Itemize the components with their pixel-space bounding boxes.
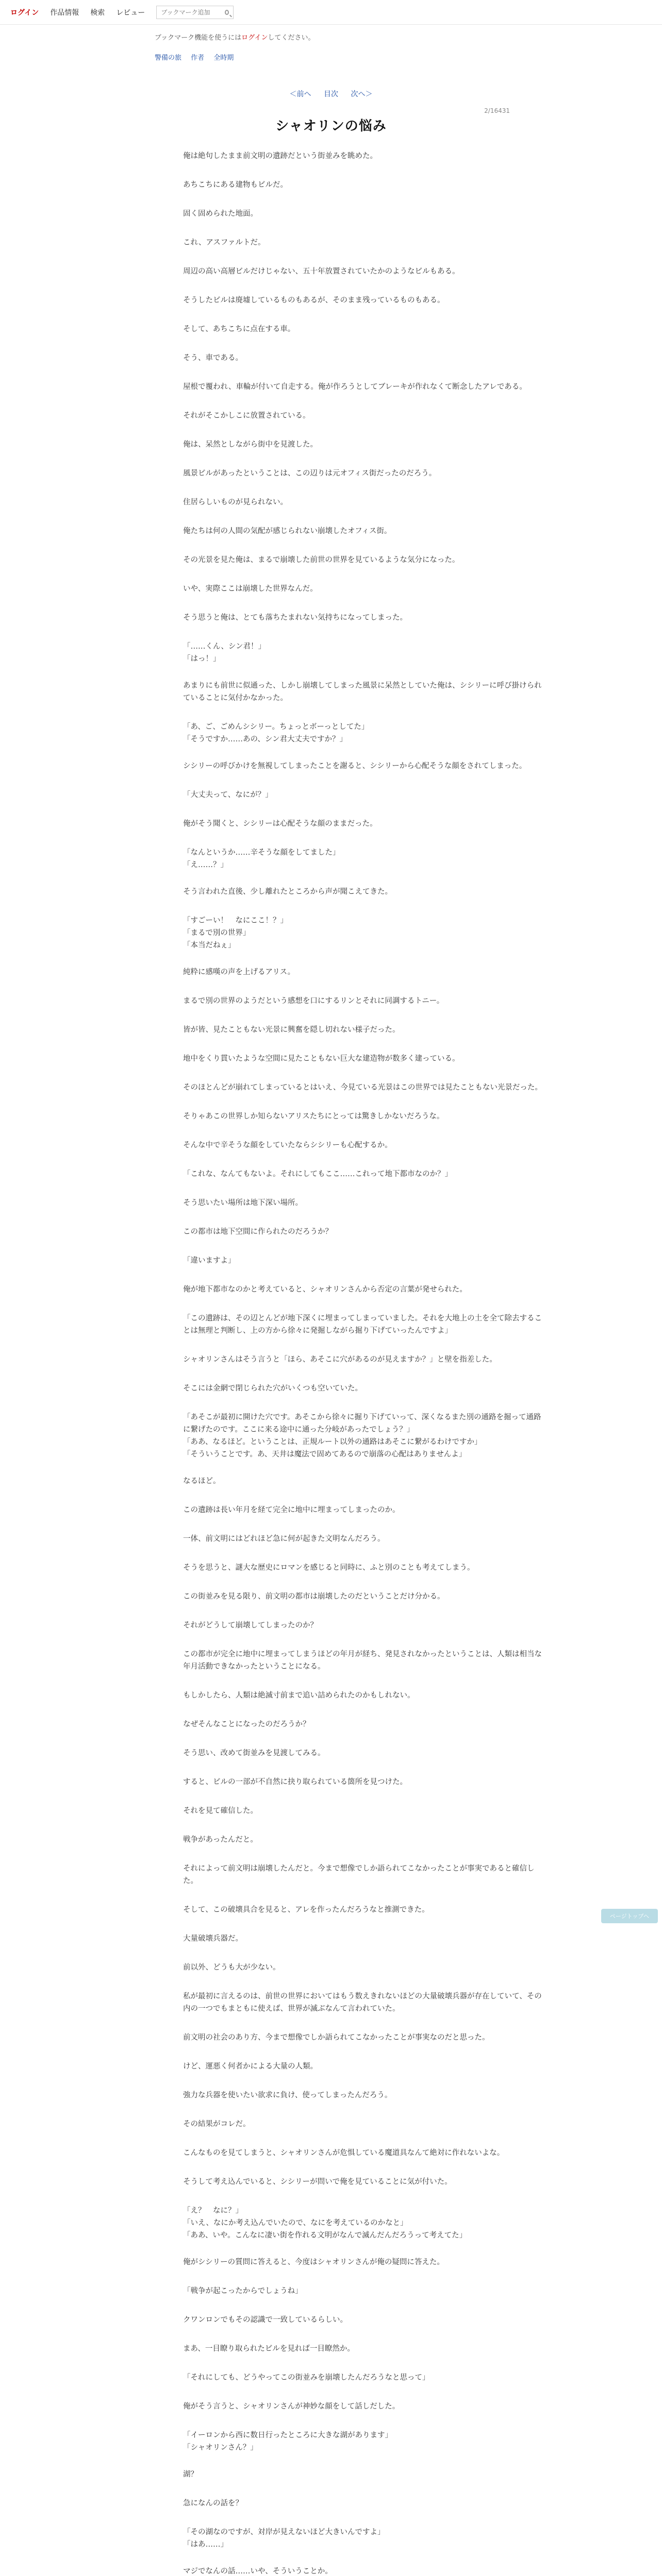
novel-paragraph: 純粋に感嘆の声を上げるアリス。 bbox=[183, 968, 295, 976]
breadcrumb bbox=[0, 42, 662, 62]
novel-paragraph: あまりにも前世に似通った、しかし崩壊してしまった風景に呆然としていた俺は、シシリーに呼び掛けられていることに気付かなかった。 bbox=[183, 682, 542, 702]
login-notice bbox=[0, 25, 662, 42]
novel-paragraph: この街並みを見る限り、前文明の都市は崩壊したのだということだけ分かる。 bbox=[183, 1592, 445, 1601]
novel-paragraph: それがそこかしこに放置されている。 bbox=[183, 412, 310, 420]
novel-paragraph: 屋根で覆われ、車輪が付いて自走する。俺が作ろうとしてブレーキが作れなくて断念したアレである。 bbox=[183, 383, 527, 391]
novel-body bbox=[183, 150, 544, 2576]
novel-paragraph: そりゃあこの世界しか知らないアリスたちにとっては驚きしかないだろうな。 bbox=[183, 1112, 444, 1121]
novel-paragraph: 「これな、なんてもないよ。それにしてもここ……これって地下都市なのか？」 bbox=[183, 1170, 452, 1178]
novel-paragraph: この都市が完全に地中に埋まってしまうほどの年月が経ち、発見されなかったということは、人類は相当な年月活動できなかったということになる。 bbox=[183, 1650, 542, 1671]
chapter-title: シャオリンの悩み bbox=[275, 118, 387, 134]
search-input[interactable] bbox=[161, 9, 223, 16]
novel-paragraph: 「大丈夫って、なにが？」 bbox=[183, 791, 273, 799]
novel-paragraph: 周辺の高い高層ビルだけじゃない、五十年放置されていたかのようなビルもある。 bbox=[183, 267, 460, 276]
novel-paragraph: あちこちにある建物もビルだ。 bbox=[183, 181, 288, 189]
novel-paragraph: そう思うと俺は、とても落ちたまれない気持ちになってしまった。 bbox=[183, 614, 407, 622]
novel-paragraph: クワンロンでもその認識で一致しているらしい。 bbox=[183, 2316, 347, 2324]
novel-paragraph: そう思いたい場所は地下深い場所。 bbox=[183, 1199, 303, 1207]
novel-paragraph: なるほど。 bbox=[183, 1477, 221, 1485]
novel-paragraph: 強力な兵器を使いたい欲求に負け、使ってしまったんだろう。 bbox=[183, 2091, 392, 2099]
novel-paragraph: シャオリンさんはそう言うと「ほら、あそこに穴があるのが見えますか？」と壁を指差した。 bbox=[183, 1355, 497, 1364]
novel-paragraph: そうして考え込んでいると、シシリーが問いで俺を見ていることに気が付いた。 bbox=[183, 2178, 452, 2186]
novel-paragraph: 固く固められた地面。 bbox=[183, 210, 258, 218]
page-top-button[interactable]: ページトップへ bbox=[601, 1909, 658, 1923]
novel-paragraph: シシリーの呼びかけを無視してしまったことを謝ると、シシリーから心配そうな顔をされてしまった。 bbox=[183, 762, 527, 770]
search-icon[interactable] bbox=[225, 10, 229, 15]
novel-paragraph: この遺跡は長い年月を経て完全に地中に埋まってしまったのか。 bbox=[183, 1506, 400, 1514]
novel-paragraph: すると、ビルの一部が不自然に抉り取られている箇所を見つけた。 bbox=[183, 1778, 407, 1786]
novel-paragraph: 風景ビルがあったということは、この辺りは元オフィス街だったのだろう。 bbox=[183, 469, 437, 478]
novel-paragraph: 「……くん、シン君！」 「はっ！」 bbox=[183, 642, 266, 663]
novel-paragraph: 地中をくり貫いたような空間に見たこともない巨大な建造物が数多く建っている。 bbox=[183, 1055, 460, 1063]
novel-paragraph: 俺がそう言うと、シャオリンさんが神妙な顔をして話しだした。 bbox=[183, 2402, 400, 2411]
novel-paragraph: この都市は地下空間に作られたのだろうか？ bbox=[183, 1228, 333, 1236]
chapter-number: 2/16431 bbox=[484, 107, 510, 114]
novel-paragraph: こんなものを見てしまうと、シャオリンさんが危惧している魔道具なんて絶対に作れないよな。 bbox=[183, 2149, 505, 2157]
novel-paragraph: そして、この破壊具合を見ると、アレを作ったんだろうなと推測できた。 bbox=[183, 1906, 429, 1914]
nav-link-works[interactable]: 作品情報 bbox=[50, 8, 79, 17]
top-navigation-bar bbox=[0, 0, 662, 25]
novel-paragraph: 皆が皆、見たこともない光景に興奮を隠し切れない様子だった。 bbox=[183, 1026, 400, 1034]
novel-paragraph: 「その湖なのですが、対岸が見えないほど大きいんですよ」 「はあ……」 bbox=[183, 2528, 385, 2549]
novel-paragraph: そうしたビルは廃墟しているものもあるが、そのまま残っているものもある。 bbox=[183, 296, 445, 304]
novel-paragraph: いや、実際ここは崩壊した世界なんだ。 bbox=[183, 585, 318, 593]
novel-paragraph: そう言われた直後、少し離れたところから声が聞こえてきた。 bbox=[183, 888, 392, 896]
novel-paragraph: その光景を見た俺は、まるで崩壊した前世の世界を見ているような気分になった。 bbox=[183, 556, 460, 564]
novel-paragraph: 俺たちは何の人間の気配が感じられない崩壊したオフィス街。 bbox=[183, 527, 392, 535]
novel-paragraph: 「違いますよ」 bbox=[183, 1257, 236, 1265]
novel-paragraph: 俺は、呆然としながら街中を見渡した。 bbox=[183, 440, 318, 449]
novel-paragraph: 一体、前文明にはどれほど急に何が起きた文明なんだろう。 bbox=[183, 1535, 385, 1543]
novel-paragraph: 俺がそう聞くと、シシリーは心配そうな顔のままだった。 bbox=[183, 820, 377, 828]
novel-paragraph: そうを思うと、謎大な歴史にロマンを感じると同時に、ふと別のことも考えてしまう。 bbox=[183, 1564, 475, 1572]
novel-paragraph: そう、車である。 bbox=[183, 354, 243, 362]
novel-paragraph: 私が最初に言えるのは、前世の世界においてはもう数えきれないほどの大量破壊兵器が存在していて、その内の一つでもまともに使えば、世界が滅ぶなんて言われていた。 bbox=[183, 1992, 542, 2013]
novel-paragraph: 「この遺跡は、その辺とんどが地下深くに埋まってしまっていました。それを大地上の土を全て除去することは無理と判断し、上の方から徐々に発掘しながら掘り下げていったんですよ」 bbox=[183, 1314, 542, 1335]
novel-paragraph: 住居らしいものが見られない。 bbox=[183, 498, 288, 506]
novel-paragraph: そこには金網で閉じられた穴がいくつも空いていた。 bbox=[183, 1384, 362, 1393]
nav-link-review[interactable]: レビュー bbox=[116, 8, 145, 17]
novel-paragraph: 俺がシシリーの質問に答えると、今度はシャオリンさんが俺の疑問に答えた。 bbox=[183, 2258, 444, 2266]
chapter-navigation bbox=[0, 89, 662, 99]
notice-login-link[interactable]: ログイン bbox=[241, 34, 268, 42]
novel-paragraph: 「イーロンから西に数日行ったところに大きな湖があります」 「シャオリンさん？」 bbox=[183, 2431, 392, 2452]
novel-paragraph: まるで別の世界のようだという感想を口にするリンとそれに同調するトニー。 bbox=[183, 997, 444, 1005]
novel-paragraph: そして、あちこちに点在する車。 bbox=[183, 325, 295, 333]
notice-suffix: してください。 bbox=[268, 34, 315, 42]
novel-paragraph: 俺が地下都市なのかと考えていると、シャオリンさんから否定の言葉が発せられた。 bbox=[183, 1285, 467, 1294]
prev-chapter-link[interactable]: ＜前へ bbox=[289, 90, 311, 98]
novel-paragraph: その結果がコレだ。 bbox=[183, 2120, 251, 2128]
novel-paragraph: それを見て確信した。 bbox=[183, 1807, 258, 1815]
novel-paragraph: 「それにしても、どうやってこの街並みを崩壊したんだろうなと思って」 bbox=[183, 2374, 430, 2382]
toc-link[interactable]: 目次 bbox=[324, 90, 338, 98]
breadcrumb-author[interactable]: 作者 bbox=[191, 54, 205, 62]
novel-paragraph: 俺は絶句したまま前文明の遺跡だという街並みを眺めた。 bbox=[183, 152, 377, 160]
novel-paragraph: 前以外、どうも大が少ない。 bbox=[183, 1963, 280, 1972]
novel-paragraph: マジでなんの話……いや、そういうことか。 bbox=[183, 2567, 333, 2575]
novel-paragraph: 「あ、ご、ごめんシシリー。ちょっとボーっとしてた」 「そうですか……あの、シン君大丈夫ですか？」 bbox=[183, 723, 369, 743]
novel-paragraph: これ、アスファルトだ。 bbox=[183, 239, 266, 247]
novel-paragraph: そんな中で辛そうな顔をしていたならシシリーも心配するか。 bbox=[183, 1141, 392, 1149]
novel-paragraph: 「すごーい！ なにここ！？」 「まるで別の世界」 「本当だねぇ」 bbox=[183, 917, 288, 950]
novel-paragraph: まあ、一目瞭り取られたビルを見れば一目瞭然か。 bbox=[183, 2345, 355, 2353]
novel-paragraph: それによって前文明は崩壊したんだと。今まで想像でしか語られてこなかったことが事実であると確信した。 bbox=[183, 1865, 535, 1885]
novel-paragraph: 「なんというか……辛そうな顔をしてました」 「え……？」 bbox=[183, 849, 340, 869]
notice-prefix: ブックマーク機能を使うには bbox=[155, 34, 242, 42]
next-chapter-link[interactable]: 次へ＞ bbox=[351, 90, 373, 98]
novel-paragraph: 戦争があったんだと。 bbox=[183, 1836, 258, 1844]
novel-paragraph: そう思い、改めて街並みを見渡してみる。 bbox=[183, 1749, 325, 1757]
breadcrumb-period[interactable]: 全時期 bbox=[213, 54, 234, 62]
novel-paragraph: そのほとんどが崩れてしまっているとはいえ、今見ている光景はこの世界では見たこともない光景だった。 bbox=[183, 1083, 542, 1092]
novel-paragraph: 「戦争が起こったからでしょうね」 bbox=[183, 2287, 303, 2295]
novel-paragraph: 湖？ bbox=[183, 2470, 198, 2479]
novel-paragraph: けど、運悪く何者かによる大量の人類。 bbox=[183, 2062, 318, 2071]
nav-link-search[interactable]: 検索 bbox=[90, 8, 105, 17]
novel-paragraph: 急になんの話を？ bbox=[183, 2499, 243, 2507]
novel-paragraph: もしかしたら、人類は絶滅寸前まで追い詰められたのかもしれない。 bbox=[183, 1691, 415, 1700]
novel-paragraph: 「え？ なに？」 「いえ、なにか考え込んでいたので、なにを考えているのかなと」 「ああ、いや。こんなに凄い街を作れる文明がなんで滅んだんだろうって考えてた」 bbox=[183, 2207, 467, 2240]
novel-paragraph: 大量破壊兵器だ。 bbox=[183, 1935, 243, 1943]
breadcrumb-series[interactable]: 警備の旅 bbox=[155, 54, 182, 62]
novel-paragraph: 「あそこが最初に開けた穴です。あそこから徐々に掘り下げていって、深くなるまた別の通路を掘って通路に繋げたのです。ここに来る途中に通った分岐があったでしょう？」 「ああ、なるほど。ということは、正規ルート以外の通路はあそこに繋がるわけですか」 「そういうことです。あ、天井は魔法で固めてあるので崩落の心配はありませんよ」 bbox=[183, 1413, 541, 1459]
bookmark-search-box[interactable] bbox=[156, 6, 234, 19]
login-link[interactable]: ログイン bbox=[10, 8, 39, 17]
novel-paragraph: なぜそんなことになったのだろうか？ bbox=[183, 1720, 310, 1728]
novel-paragraph: それがどうして崩壊してしまったのか？ bbox=[183, 1621, 318, 1630]
novel-paragraph: 前文明の社会のあり方、今まで想像でしか語られてこなかったことが事実なのだと思った。 bbox=[183, 2033, 490, 2042]
